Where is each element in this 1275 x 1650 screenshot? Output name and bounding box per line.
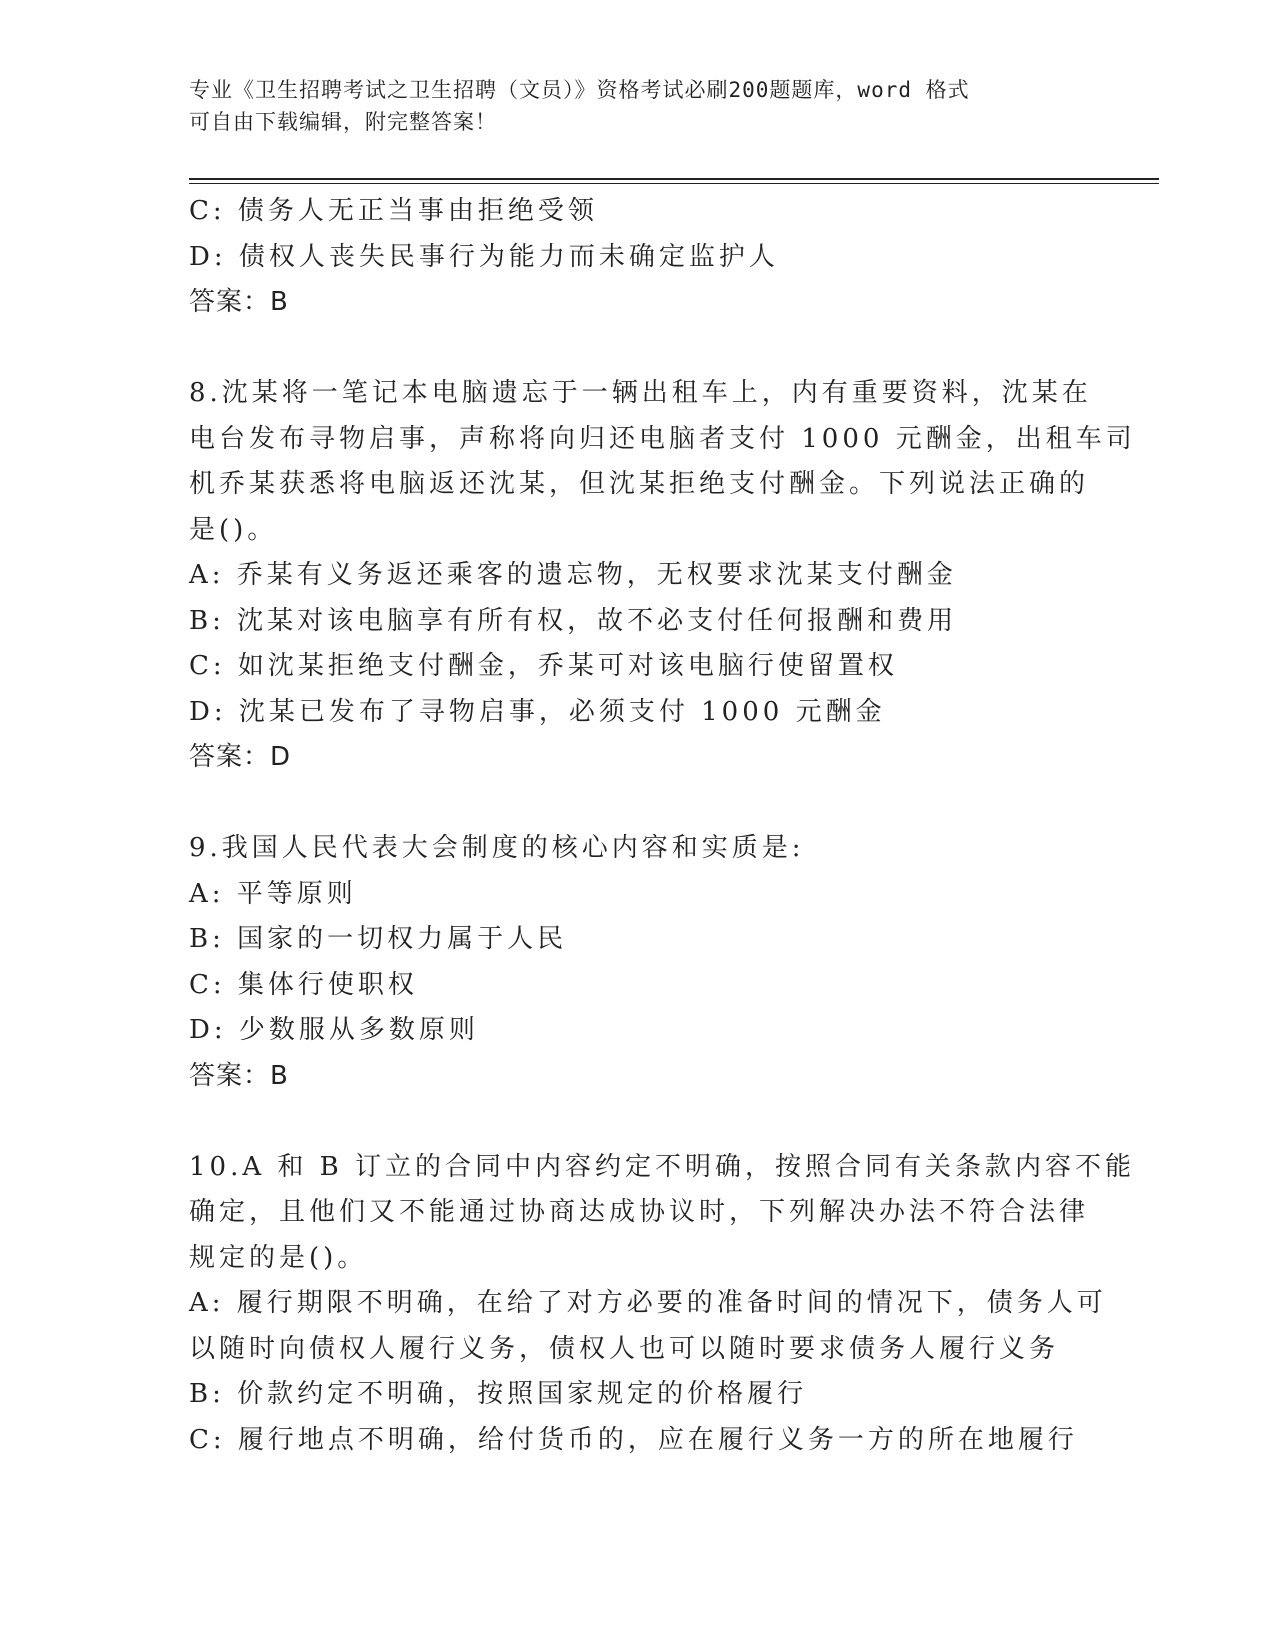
question-stem-line: 电台发布寻物启事，声称将向归还电脑者支付 1000 元酬金，出租车司 <box>189 423 1136 454</box>
option-c: C: 履行地点不明确，给付货币的，应在履行义务一方的所在地履行 <box>189 1424 1078 1455</box>
question-9 <box>189 826 1089 1099</box>
answer-line: 答案：D <box>189 742 292 772</box>
option-a: A: 履行期限不明确，在给了对方必要的准备时间的情况下，债务人可 <box>189 1288 1107 1318</box>
document-header <box>189 74 1069 138</box>
option-c: C: 如沈某拒绝支付酬金，乔某可对该电脑行使留置权 <box>189 651 898 681</box>
option-a-continued: 以随时向债权人履行义务，债权人也可以随时要求债务人履行义务 <box>189 1333 1060 1364</box>
option-b: B: 国家的一切权力属于人民 <box>189 924 568 954</box>
question-stem-line: 是()。 <box>189 514 278 545</box>
question-8 <box>189 371 1136 781</box>
option-c: C: 集体行使职权 <box>189 969 418 1000</box>
question-10 <box>189 1145 1136 1464</box>
question-stem-line: 10.A 和 B 订立的合同中内容约定不明确，按照合同有关条款内容不能 <box>189 1151 1136 1182</box>
option-b: B: 沈某对该电脑享有所有权，故不必支付任何报酬和费用 <box>189 605 958 636</box>
option-a: A: 乔某有义务返还乘客的遗忘物，无权要求沈某支付酬金 <box>189 560 957 590</box>
option-a: A: 平等原则 <box>189 878 357 909</box>
header-line-1: 专业《卫生招聘考试之卫生招聘（文员）》资格考试必刷200题题库，word 格式 <box>189 78 970 102</box>
question-stem-line: 机乔某获悉将电脑返还沈某，但沈某拒绝支付酬金。下列说法正确的 <box>189 469 1090 499</box>
spacer <box>189 326 1089 372</box>
option-c: C: 债务人无正当事由拒绝受领 <box>189 196 598 226</box>
spacer <box>189 781 1089 827</box>
spacer <box>189 1099 1089 1145</box>
header-divider-thin <box>189 183 1159 184</box>
option-d: D: 少数服从多数原则 <box>189 1015 479 1045</box>
header-line-2: 可自由下载编辑，附完整答案！ <box>189 110 497 134</box>
option-d: D: 沈某已发布了寻物启事，必须支付 1000 元酬金 <box>189 696 886 727</box>
answer-line: 答案：B <box>189 287 289 317</box>
option-d: D: 债权人丧失民事行为能力而未确定监护人 <box>189 241 779 272</box>
question-stem-line: 9.我国人民代表大会制度的核心内容和实质是: <box>189 833 805 863</box>
header-divider-thick <box>189 178 1159 180</box>
answer-line: 答案：B <box>189 1060 289 1091</box>
prev-question-block <box>189 189 1089 326</box>
question-stem-line: 规定的是()。 <box>189 1242 368 1273</box>
question-stem-line: 8.沈某将一笔记本电脑遗忘于一辆出租车上，内有重要资料，沈某在 <box>189 378 1092 408</box>
question-content <box>189 189 1136 1463</box>
question-stem-line: 确定，且他们又不能通过协商达成协议时，下列解决办法不符合法律 <box>189 1197 1090 1227</box>
option-b: B: 价款约定不明确，按照国家规定的价格履行 <box>189 1379 808 1409</box>
